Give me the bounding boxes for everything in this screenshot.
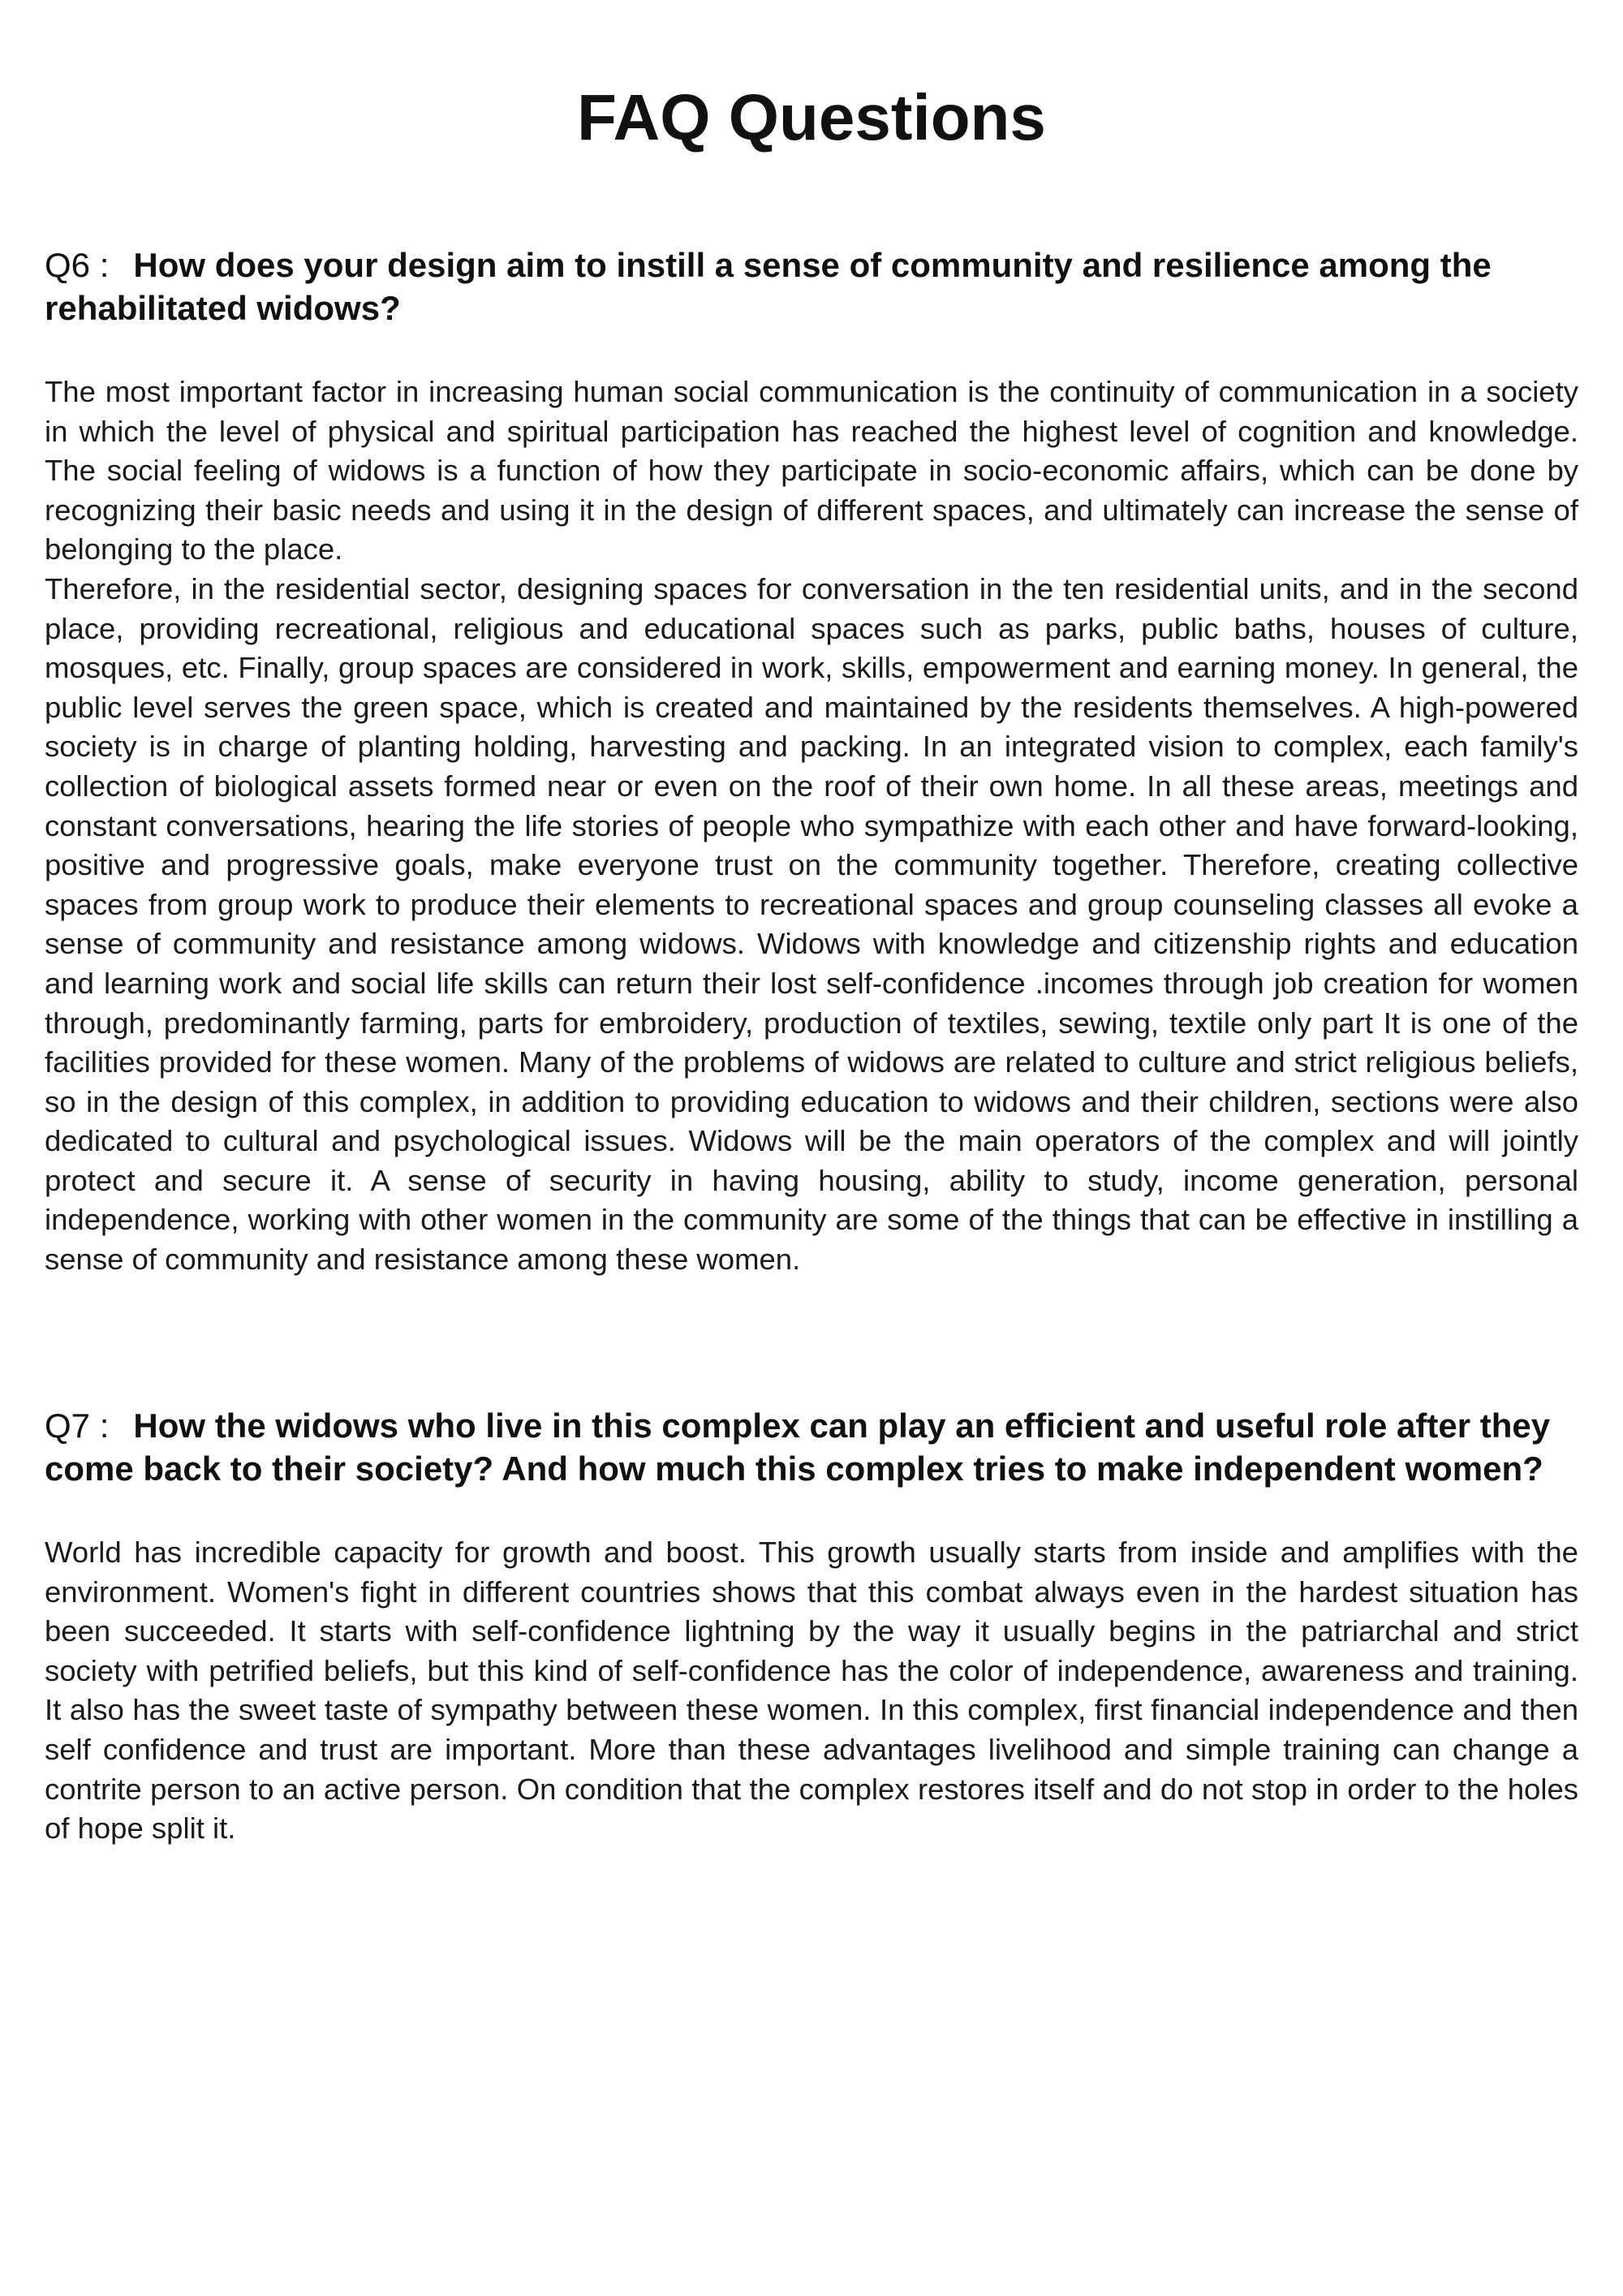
question-number: Q6 : (45, 246, 110, 284)
faq-question-q7 (45, 1404, 1578, 1490)
answer-paragraph: World has incredible capacity for growth and boost. This growth usually starts from inside and amplifies with the environment. Women's fight in different countries shows that this combat always even in the hardest situation has been succeeded. It starts with self-confidence lightning by the way it usually begins in the patriarchal and strict society with petrified beliefs, but this kind of self-confidence has the color of independence, awareness and training. It also has the sweet taste of sympathy between these women. In this complex, first financial independence and then self confidence and trust are important. More than these advantages livelihood and simple training can change a contrite person to an active person. On condition that the complex restores itself and do not stop in order to the holes of hope split it. (45, 1536, 1578, 1846)
question-text: How does your design aim to instill a sense of community and resilience among the rehabilitated widows? (45, 246, 1492, 327)
faq-item-q6 (45, 243, 1578, 1280)
question-number: Q7 : (45, 1406, 110, 1445)
faq-item-q7 (45, 1404, 1578, 1849)
faq-question-q6 (45, 243, 1578, 330)
answer-paragraph: The most important factor in increasing human social communication is the continuity of communication in a society in which the level of physical and spiritual participation has reached the highest level of cognition and knowledge. The social feeling of widows is a function of how they participate in socio-economic affairs, which can be done by recognizing their basic needs and using it in the design of different spaces, and ultimately can increase the sense of belonging to the place. (45, 375, 1578, 566)
page-title: FAQ Questions (577, 81, 1046, 153)
question-text: How the widows who live in this complex can play an efficient and useful role after they come back to their society? And how much this complex tries to make independent women? (45, 1406, 1551, 1488)
answer-paragraph: Therefore, in the residential sector, designing spaces for conversation in the ten residential units, and in the second place, providing recreational, religious and educational spaces such as parks, public baths, houses of culture, mosques, etc. Finally, group spaces are considered in work, skills, empowerment and earning money. In general, the public level serves the green space, which is created and maintained by the residents themselves. A high-powered society is in charge of planting holding, harvesting and packing. In an integrated vision to complex, each family's collection of biological assets formed near or even on the roof of their own home. In all these areas, meetings and constant conversations, hearing the life stories of people who sympathize with each other and have forward-looking, positive and progressive goals, make everyone trust on the community together. Therefore, creating collective spaces from group work to produce their elements to recreational spaces and group counseling classes all evoke a sense of community and resistance among widows. Widows with knowledge and citizenship rights and education and learning work and social life skills can return their lost self-confidence .incomes through job creation for women through, predominantly farming, parts for embroidery, production of textiles, sewing, textile only part It is one of the facilities provided for these women. Many of the problems of widows are related to culture and strict religious beliefs, so in the design of this complex, in addition to providing education to widows and their children, sections were also dedicated to cultural and psychological issues. Widows will be the main operators of the complex and will jointly protect and secure it. A sense of security in having housing, ability to study, income generation, personal independence, working with other women in the community are some of the things that can be effective in instilling a sense of community and resistance among these women. (45, 571, 1578, 1277)
faq-answer-q7 (45, 1533, 1578, 1849)
faq-answer-q6 (45, 373, 1578, 1280)
